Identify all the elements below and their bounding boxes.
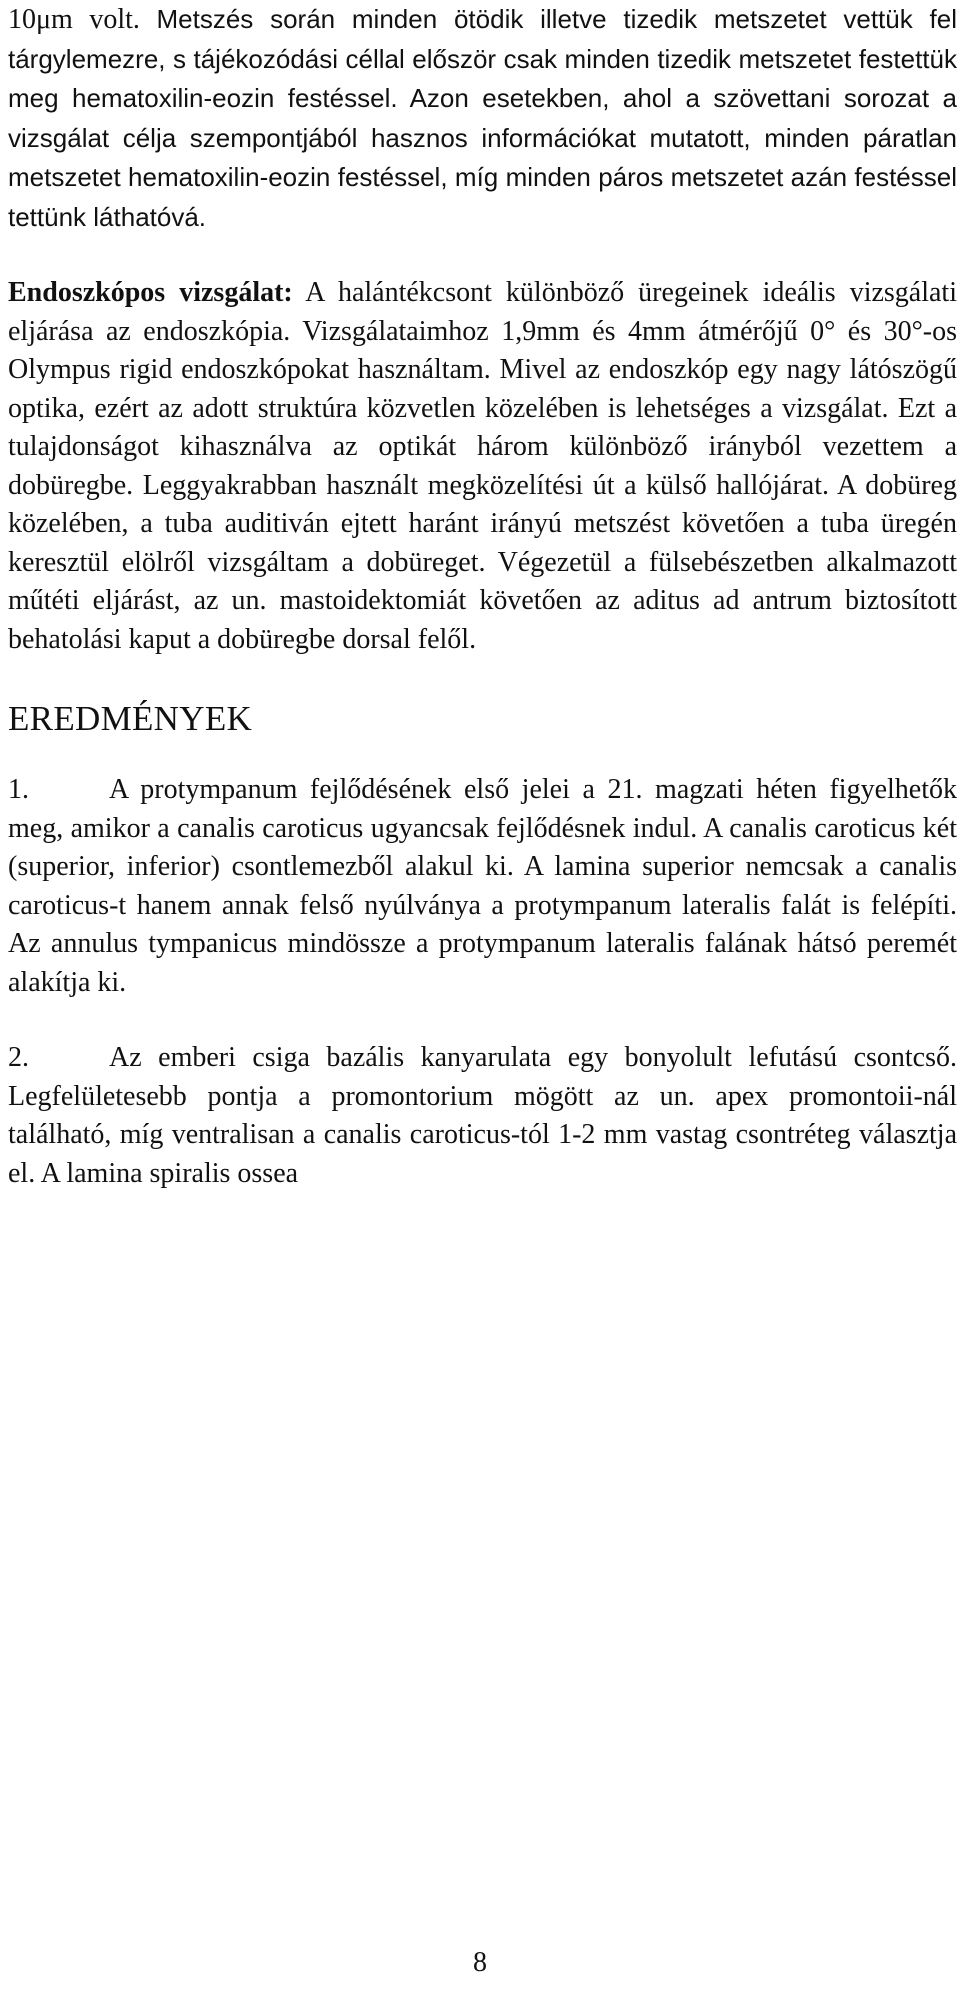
result-item-2 xyxy=(8,1039,957,1193)
result-item-2-text: Az emberi csiga bazális kanyarulata egy bonyolult lefutású csontcső. Legfelületesebb pontja a promontorium mögött az un. apex promontoii-nál található, míg ventralisan a canalis caroticus-tól 1-2 mm vastag csontréteg választja el. A lamina spiralis ossea xyxy=(8,1042,957,1189)
endoscopy-label: Endoszkópos vizsgálat: xyxy=(8,277,293,308)
result-item-1 xyxy=(8,771,957,1002)
endoscopy-paragraph xyxy=(8,274,957,659)
intro-fragment: 10μm volt. xyxy=(8,4,157,35)
document-page xyxy=(8,0,957,1193)
result-item-1-number: 1. xyxy=(8,774,29,805)
result-item-2-number: 2. xyxy=(8,1042,29,1073)
page-number-text: 8 xyxy=(473,1947,487,1978)
page-number xyxy=(0,1944,960,1982)
results-heading: EREDMÉNYEK xyxy=(8,699,253,738)
intro-body: Metszés során minden ötödik illetve tizedik metszetet vettük fel tárgylemezre, s tájékozódási céllal először csak minden tizedik metszetet festettük meg hematoxilin-eozin festéssel. Azon esetekben, ahol a szövettani sorozat a vizsgálat célja szempontjából hasznos információkat mutatott, minden páratlan metszetet hematoxilin-eozin festéssel, míg minden páros metszetet azán festéssel tettünk láthatóvá. xyxy=(8,4,957,232)
result-item-1-text: A protympanum fejlődésének első jelei a 21. magzati héten figyelhetők meg, amikor a canalis caroticus ugyancsak fejlődésnek indul. A canalis caroticus két (superior, inferior) csontlemezből alakul ki. A lamina superior nemcsak a canalis caroticus-t hanem annak felső nyúlványa a protympanum lateralis falát is felépíti. Az annulus tympanicus mindössze a protympanum lateralis falának hátsó peremét alakítja ki. xyxy=(8,774,957,998)
endoscopy-text: A halántékcsont különböző üregeinek ideális vizsgálati eljárása az endoszkópia. Vizsgálataimhoz 1,9mm és 4mm átmérőjű 0° és 30°-os Olympus rigid endoszkópokat használtam. Mivel az endoszkóp egy nagy látószögű optika, ezért az adott struktúra közvetlen közelében is lehetséges a vizsgálat. Ezt a tulajdonságot kihasználva az optikát három különböző irányból vezettem a dobüregbe. Leggyakrabban használt megközelítési út a külső hallójárat. A dobüreg közelében, a tuba auditiván ejtett haránt irányú metszést követően a tuba üregén keresztül elölről vizsgáltam a dobüreget. Végezetül a fülsebészetben alkalmazott műtéti eljárást, az un. mastoidektomiát követően az aditus ad antrum biztosított behatolási kaput a dobüregbe dorsal felől. xyxy=(8,277,957,655)
intro-paragraph xyxy=(8,0,957,237)
